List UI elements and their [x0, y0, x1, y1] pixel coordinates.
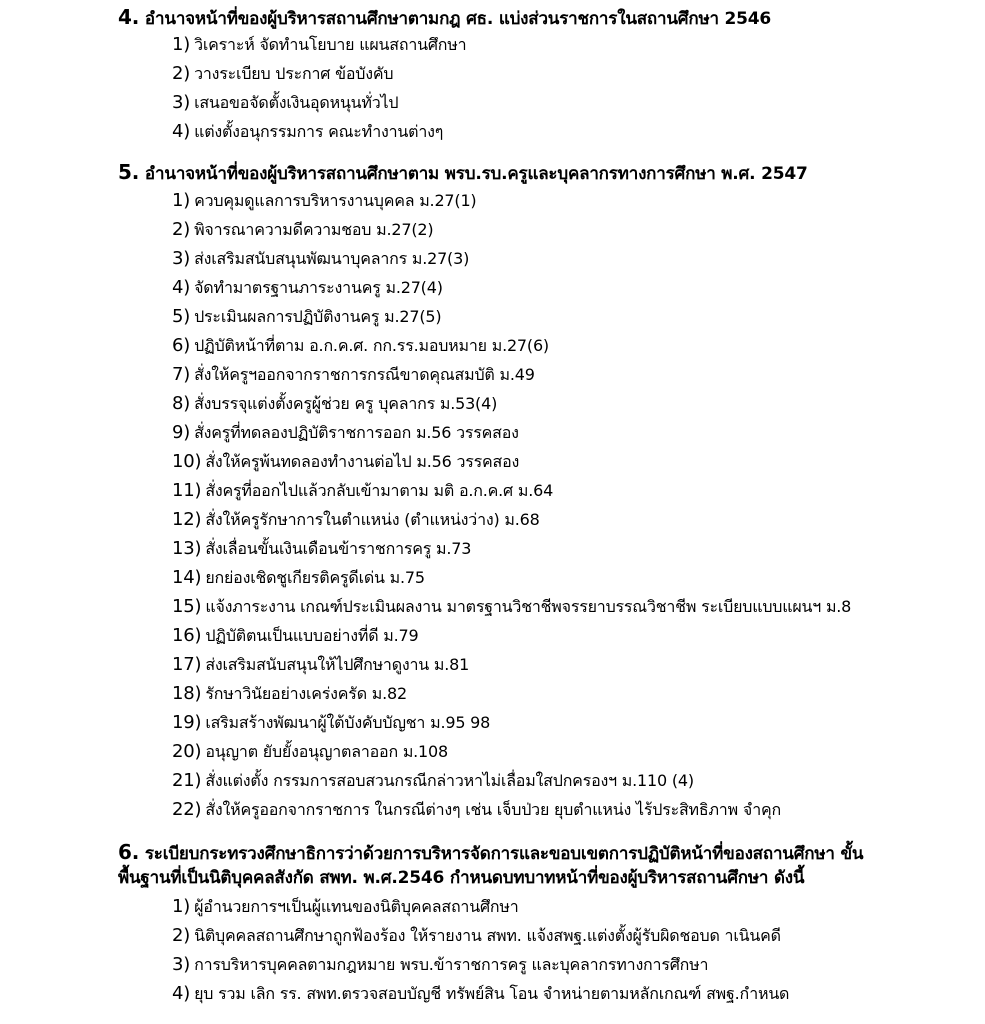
list-item-number: 4) — [172, 121, 191, 142]
list-item-number: 2) — [172, 63, 191, 84]
list-item-number: 20) — [172, 741, 202, 762]
list-item-text: ยุบ รวม เลิก รร. สพท.ตรวจสอบบัญชี ทรัพย์สิน โอน จำหน่ายตามหลักเกณฑ์ สพฐ.กำหนด — [194, 984, 790, 1003]
list-item-number: 8) — [172, 393, 191, 414]
list-item-number: 22) — [172, 799, 202, 820]
section-number: 5. — [118, 160, 140, 184]
list-item-text: อนุญาต ยับยั้งอนุญาตลาออก ม.108 — [205, 742, 448, 761]
list-item-text: สั่งให้ครูรักษาการในตำแหน่ง (ตำแหน่งว่าง) ม.68 — [205, 510, 540, 529]
section-number: 6. — [118, 840, 140, 864]
list-item-text: ปฏิบัติหน้าที่ตาม อ.ก.ค.ศ. กก.รร.มอบหมาย ม.27(6) — [194, 336, 549, 355]
list-item-text: สั่งครูที่ออกไปแล้วกลับเข้ามาตาม มติ อ.ก.ค.ศ ม.64 — [205, 481, 554, 500]
section-heading — [118, 839, 863, 867]
list-item-text: ปฏิบัติตนเป็นแบบอย่างที่ดี ม.79 — [205, 626, 419, 645]
list-item — [172, 740, 448, 764]
list-item — [172, 189, 476, 213]
list-item-number: 2) — [172, 925, 191, 946]
list-item-number: 7) — [172, 364, 191, 385]
list-item — [172, 769, 694, 793]
list-item — [172, 953, 708, 977]
list-item — [172, 479, 553, 503]
list-item-text: การบริหารบุคคลตามกฎหมาย พรบ.ข้าราชการครู และบุคลากรทางการศึกษา — [194, 955, 709, 974]
list-item-number: 15) — [172, 596, 202, 617]
list-item-text: แต่งตั้งอนุกรรมการ คณะทำงานต่างๆ — [194, 122, 444, 141]
list-item-number: 21) — [172, 770, 202, 791]
list-item-number: 1) — [172, 190, 191, 211]
list-item-number: 3) — [172, 248, 191, 269]
list-item-number: 19) — [172, 712, 202, 733]
list-item — [172, 595, 851, 619]
list-item-text: ส่งเสริมสนับสนุนให้ไปศึกษาดูงาน ม.81 — [205, 655, 470, 674]
list-item-text: ส่งเสริมสนับสนุนพัฒนาบุคลากร ม.27(3) — [194, 249, 470, 268]
section-heading-text-line2: พื้นฐานที่เป็นนิติบุคคลสังกัด สพท. พ.ศ.2546 กำหนดบทบาทหน้าที่ของผู้บริหารสถานศึกษา ดังนี้ — [118, 868, 805, 888]
list-item — [172, 305, 441, 329]
section-heading-text: ระเบียบกระทรวงศึกษาธิการว่าด้วยการบริหารจัดการและขอบเขตการปฏิบัติหน้าที่ของสถานศึกษา ขั้น — [144, 844, 864, 864]
list-item — [172, 508, 540, 532]
list-item-text: แจ้งภาระงาน เกณฑ์ประเมินผลงาน มาตรฐานวิชาชีพจรรยาบรรณวิชาชีพ ระเบียบแบบแผนฯ ม.8 — [205, 597, 852, 616]
list-item-number: 1) — [172, 896, 191, 917]
list-item-text: ยกย่องเชิดชูเกียรติครูดีเด่น ม.75 — [205, 568, 425, 587]
list-item-number: 4) — [172, 277, 191, 298]
list-item-number: 11) — [172, 480, 202, 501]
list-item — [172, 392, 497, 416]
list-item — [172, 895, 519, 919]
list-item — [172, 566, 425, 590]
list-item — [172, 276, 443, 300]
section-number: 4. — [118, 5, 140, 29]
list-item — [172, 711, 490, 735]
list-item — [172, 924, 781, 948]
list-item-number: 6) — [172, 335, 191, 356]
list-item — [172, 421, 519, 445]
list-item — [172, 247, 469, 271]
section-heading-text: อำนาจหน้าที่ของผู้บริหารสถานศึกษาตามกฎ ศธ. แบ่งส่วนราชการในสถานศึกษา 2546 — [144, 9, 772, 29]
list-item-text: ประเมินผลการปฏิบัติงานครู ม.27(5) — [194, 307, 442, 326]
list-item-text: เสริมสร้างพัฒนาผู้ใต้บังคับบัญชา ม.95 98 — [205, 713, 491, 732]
list-item — [172, 537, 471, 561]
list-item-text: เสนอขอจัดตั้งเงินอุดหนุนทั่วไป — [194, 93, 399, 112]
section-heading-continued — [118, 865, 804, 891]
list-item — [172, 653, 469, 677]
list-item — [172, 982, 789, 1006]
list-item-text: สั่งให้ครูออกจากราชการ ในกรณีต่างๆ เช่น เจ็บป่วย ยุบตำแหน่ง ไร้ประสิทธิภาพ จำคุก — [205, 800, 781, 819]
list-item-number: 2) — [172, 219, 191, 240]
list-item-text: สั่งแต่งตั้ง กรรมการสอบสวนกรณีกล่าวหาไม่เลื่อมใสปกครองฯ ม.110 (4) — [205, 771, 694, 790]
list-item — [172, 218, 433, 242]
list-item-text: นิติบุคคลสถานศึกษาถูกฟ้องร้อง ให้รายงาน สพท. แจ้งสพฐ.แต่งตั้งผู้รับผิดชอบด าเนินคดี — [194, 926, 781, 945]
list-item-text: สั่งเลื่อนขั้นเงินเดือนข้าราชการครู ม.73 — [205, 539, 472, 558]
list-item-text: วางระเบียบ ประกาศ ข้อบังคับ — [194, 64, 394, 83]
list-item-text: สั่งให้ครูพ้นทดลองทำงานต่อไป ม.56 วรรคสอง — [205, 452, 520, 471]
section-heading — [118, 4, 771, 32]
list-item-number: 18) — [172, 683, 202, 704]
list-item-text: สั่งบรรจุแต่งตั้งครูผู้ช่วย ครู บุคลากร ม.53(4) — [194, 394, 498, 413]
list-item-number: 1) — [172, 34, 191, 55]
list-item-number: 9) — [172, 422, 191, 443]
list-item-text: สั่งให้ครูฯออกจากราชการกรณีขาดคุณสมบัติ ม.49 — [194, 365, 535, 384]
list-item-text: ควบคุมดูแลการบริหารงานบุคคล ม.27(1) — [194, 191, 477, 210]
list-item-text: จัดทำมาตรฐานภาระงานครู ม.27(4) — [194, 278, 443, 297]
section-heading — [118, 159, 808, 187]
list-item-number: 17) — [172, 654, 202, 675]
list-item-number: 5) — [172, 306, 191, 327]
list-item-number: 4) — [172, 983, 191, 1004]
list-item — [172, 120, 443, 144]
list-item-number: 16) — [172, 625, 202, 646]
section-heading-text: อำนาจหน้าที่ของผู้บริหารสถานศึกษาตาม พรบ.รบ.ครูและบุคลากรทางการศึกษา พ.ศ. 2547 — [144, 164, 808, 184]
list-item-text: รักษาวินัยอย่างเคร่งครัด ม.82 — [205, 684, 407, 703]
list-item-number: 12) — [172, 509, 202, 530]
list-item-number: 14) — [172, 567, 202, 588]
list-item-text: สั่งครูที่ทดลองปฏิบัติราชการออก ม.56 วรรคสอง — [194, 423, 519, 442]
list-item — [172, 363, 535, 387]
list-item — [172, 450, 519, 474]
list-item-number: 3) — [172, 92, 191, 113]
list-item-text: วิเคราะห์ จัดทำนโยบาย แผนสถานศึกษา — [194, 35, 467, 54]
list-item — [172, 334, 549, 358]
list-item — [172, 33, 466, 57]
list-item — [172, 624, 419, 648]
list-item — [172, 682, 407, 706]
list-item — [172, 62, 393, 86]
list-item-text: พิจารณาความดีความชอบ ม.27(2) — [194, 220, 434, 239]
list-item — [172, 91, 398, 115]
list-item-number: 3) — [172, 954, 191, 975]
list-item-text: ผู้อำนวยการฯเป็นผู้แทนของนิติบุคคลสถานศึกษา — [194, 897, 519, 916]
list-item — [172, 798, 781, 822]
list-item-number: 13) — [172, 538, 202, 559]
list-item-number: 10) — [172, 451, 202, 472]
